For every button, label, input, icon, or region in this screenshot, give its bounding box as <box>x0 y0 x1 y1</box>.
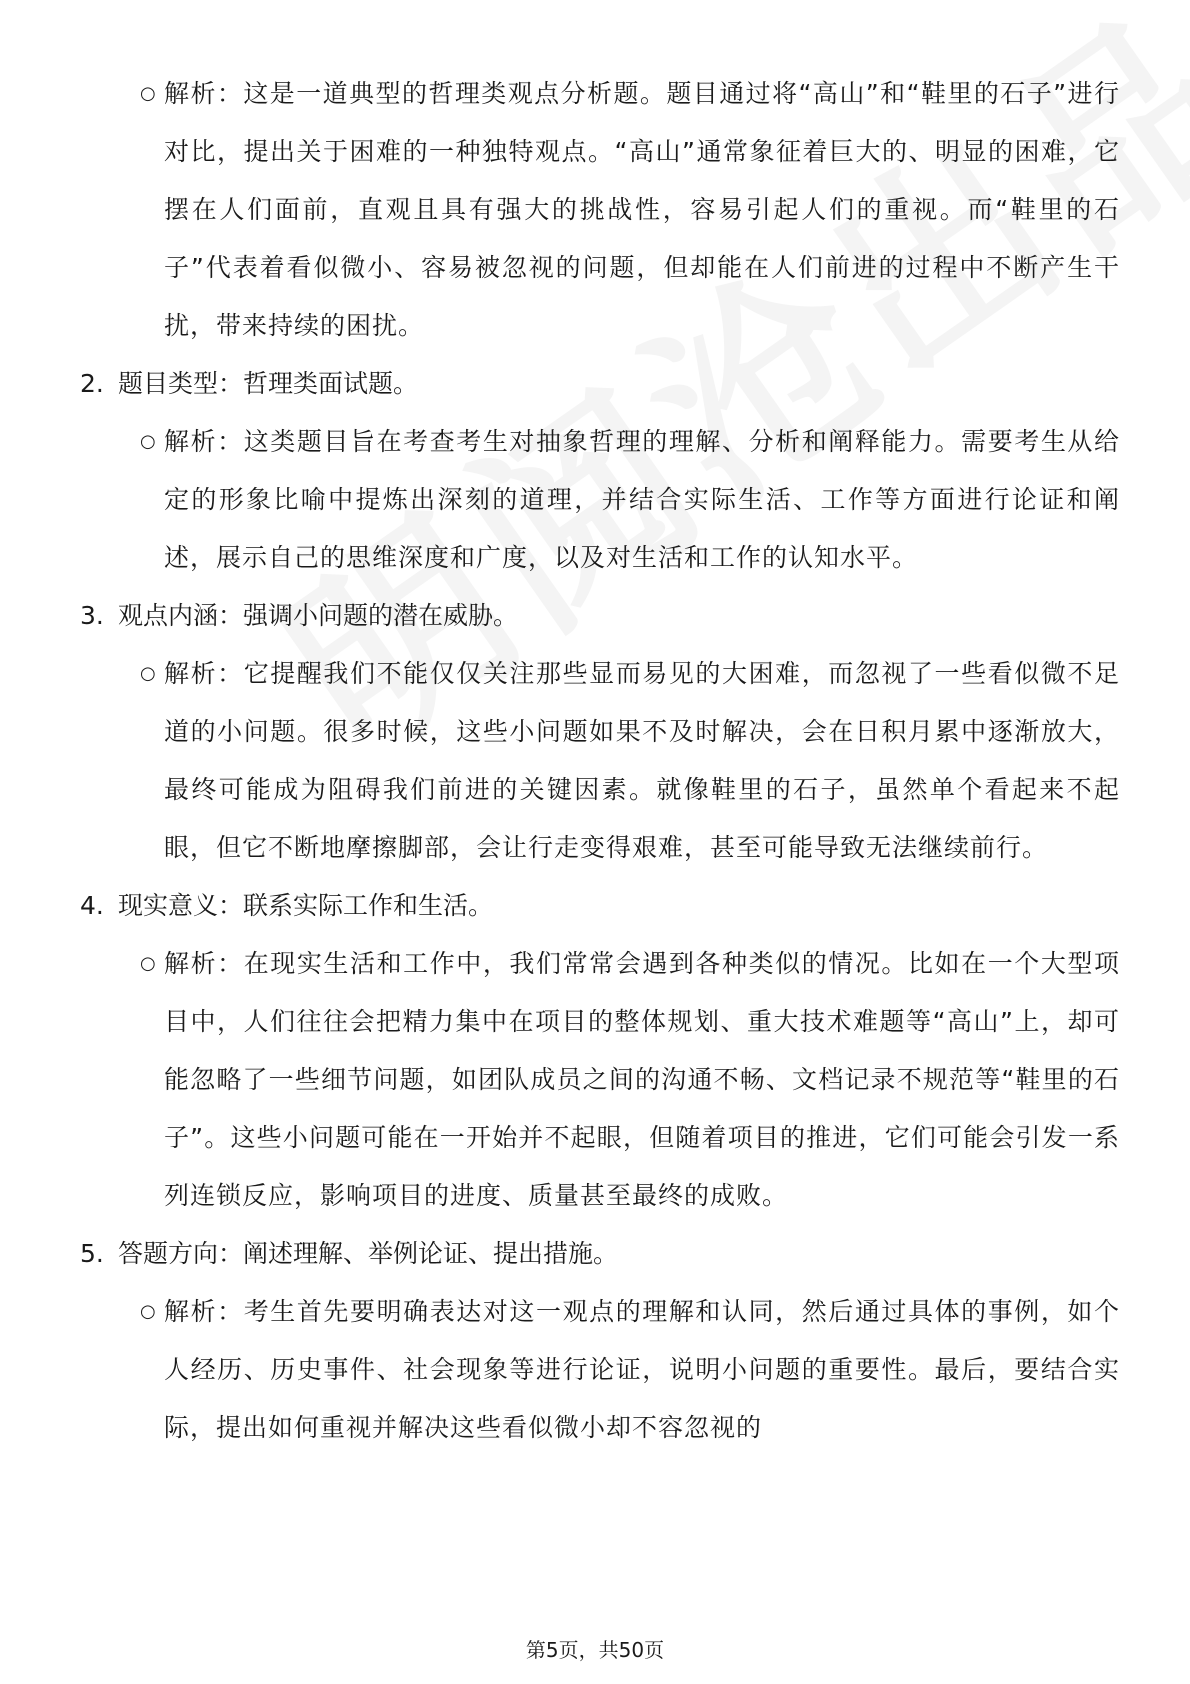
list-heading: 现实意义：联系实际工作和生活。 <box>118 891 494 920</box>
content <box>80 65 1120 1457</box>
list-heading: 观点内涵：强调小问题的潜在威胁。 <box>118 601 519 630</box>
list-item <box>80 877 1120 935</box>
list-number: 4. <box>80 891 104 920</box>
bullet-icon: ○ <box>140 953 156 974</box>
paragraph-text: 解析：这类题目旨在考查考生对抽象哲理的理解、分析和阐释能力。需要考生从给定的形象比喻中提炼出深刻的道理，并结合实际生活、工作等方面进行论证和阐述，展示自己的思维深度和广度，以及对生活和工作的认知水平。 <box>164 427 1120 572</box>
list-item-sub <box>80 935 1120 1225</box>
paragraph-text: 解析：这是一道典型的哲理类观点分析题。题目通过将“高山”和“鞋里的石子”进行对比，提出关于困难的一种独特观点。“高山”通常象征着巨大的、明显的困难，它摆在人们面前，直观且具有强大的挑战性，容易引起人们的重视。而“鞋里的石子”代表着看似微小、容易被忽视的问题，但却能在人们前进的过程中不断产生干扰，带来持续的困扰。 <box>164 79 1120 340</box>
bullet-icon: ○ <box>140 431 156 452</box>
list-item-sub <box>80 645 1120 877</box>
list-item <box>80 355 1120 413</box>
paragraph-text: 解析：它提醒我们不能仅仅关注那些显而易见的大困难，而忽视了一些看似微不足道的小问题。很多时候，这些小问题如果不及时解决，会在日积月累中逐渐放大，最终可能成为阻碍我们前进的关键因素。就像鞋里的石子，虽然单个看起来不起眼，但它不断地摩擦脚部，会让行走变得艰难，甚至可能导致无法继续前行。 <box>164 659 1120 862</box>
paragraph-text: 解析：考生首先要明确表达对这一观点的理解和认同，然后通过具体的事例，如个人经历、历史事件、社会现象等进行论证，说明小问题的重要性。最后，要结合实际，提出如何重视并解决这些看似微小却不容忽视的 <box>164 1297 1120 1442</box>
list-item-sub <box>80 1283 1120 1457</box>
list-number: 3. <box>80 601 104 630</box>
list-heading: 题目类型：哲理类面试题。 <box>118 369 419 398</box>
list-heading: 答题方向：阐述理解、举例论证、提出措施。 <box>118 1239 619 1268</box>
bullet-icon: ○ <box>140 83 156 104</box>
list-number: 5. <box>80 1239 104 1268</box>
list-number: 2. <box>80 369 104 398</box>
paragraph-text: 解析：在现实生活和工作中，我们常常会遇到各种类似的情况。比如在一个大型项目中，人们往往会把精力集中在项目的整体规划、重大技术难题等“高山”上，却可能忽略了一些细节问题，如团队成员之间的沟通不畅、文档记录不规范等“鞋里的石子”。这些小问题可能在一开始并不起眼，但随着项目的推进，它们可能会引发一系列连锁反应，影响项目的进度、质量甚至最终的成败。 <box>164 949 1120 1210</box>
page-footer: 第5页，共50页 <box>525 1638 665 1662</box>
list-item-sub <box>80 65 1120 355</box>
bullet-icon: ○ <box>140 1301 156 1322</box>
list-item <box>80 587 1120 645</box>
bullet-icon: ○ <box>140 663 156 684</box>
list-item-sub <box>80 413 1120 587</box>
list-item <box>80 1225 1120 1283</box>
